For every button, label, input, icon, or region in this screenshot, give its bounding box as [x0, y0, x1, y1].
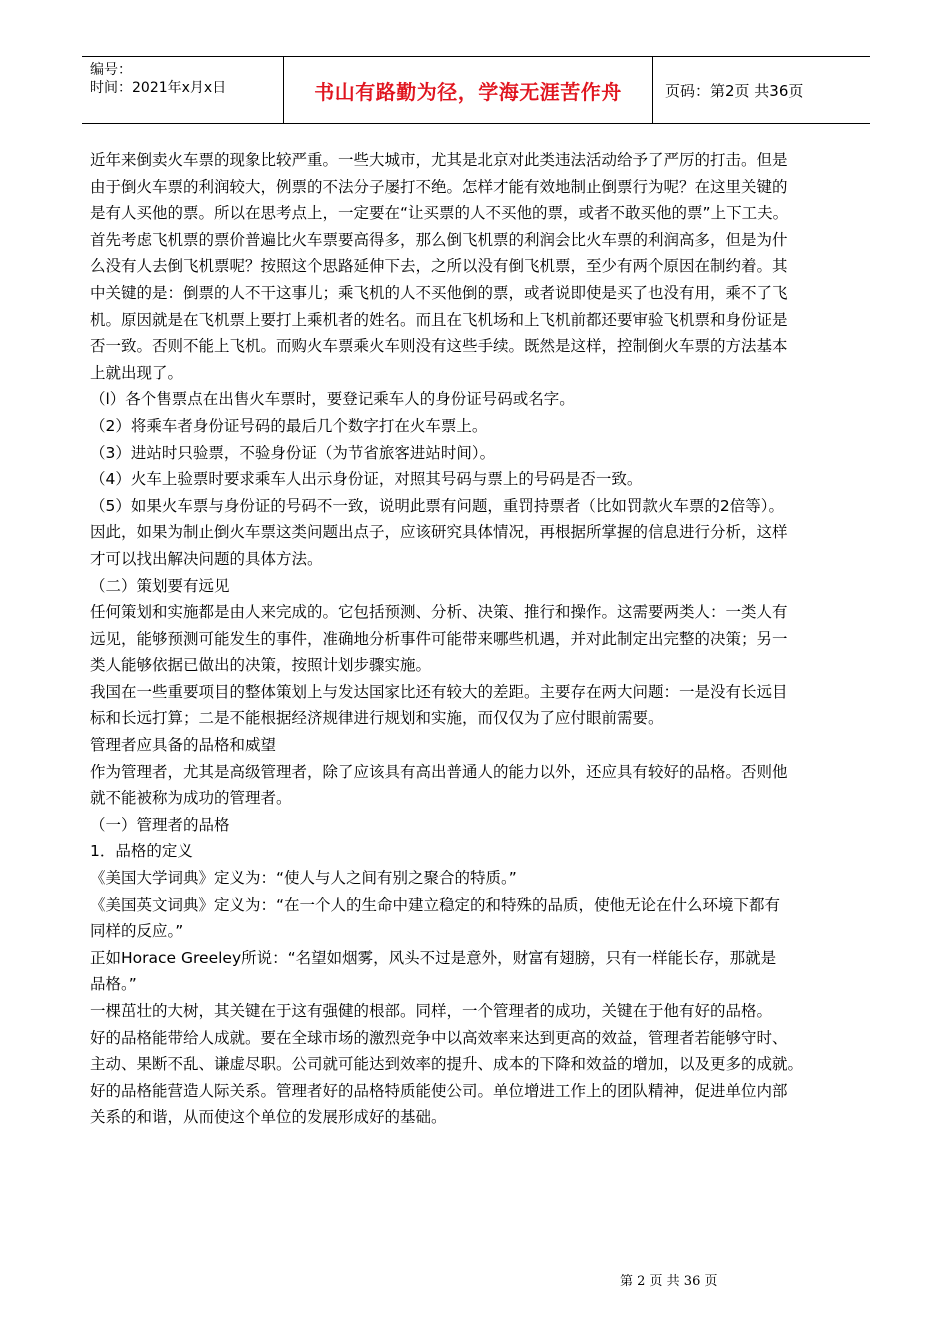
- text-line: 标和长远打算；二是不能根据经济规律进行规划和实施，而仅仅为了应付眼前需要。: [90, 709, 664, 728]
- text-line: （4）火车上验票时要求乘车人出示身份证，对照其号码与票上的号码是否一致。: [90, 470, 643, 489]
- header-motto: 书山有路勤为径，学海无涯苦作舟: [314, 79, 622, 104]
- page-number: 页码：第2页 共36页: [665, 81, 804, 100]
- text-line: 好的品格能营造人际关系。管理者好的品格特质能使公司。单位增进工作上的团队精神，促进单位内部: [90, 1081, 788, 1100]
- text-line: 由于倒火车票的利润较大，例票的不法分子屡打不绝。怎样才能有效地制止倒票行为呢？在这里关键的: [90, 177, 788, 196]
- text-line: 同样的反应。”: [90, 922, 184, 941]
- text-line: （一）管理者的品格: [90, 815, 230, 834]
- text-line: 关系的和谐，从而使这个单位的发展形成好的基础。: [90, 1108, 447, 1127]
- document-date: 时间：2021年x月x日: [90, 80, 227, 96]
- text-line: 上就出现了。: [90, 363, 184, 382]
- text-line: （3）进站时只验票，不验身份证（为节省旅客进站时间）。: [90, 443, 496, 462]
- text-line: 《美国英文词典》定义为：“在一个人的生命中建立稳定的和特殊的品质，使他无论在什么环境下都有: [90, 895, 781, 914]
- text-line: 好的品格能带给人成就。要在全球市场的激烈竞争中以高效率来达到更高的效益，管理者若能够守时、: [90, 1028, 788, 1047]
- text-line: 否一致。否则不能上飞机。而购火车票乘火车则没有这些手续。既然是这样，控制倒火车票的方法基本: [90, 337, 788, 356]
- text-line: 1．品格的定义: [90, 842, 193, 861]
- document-number-label: 编号：: [90, 62, 132, 78]
- text-line: 才可以找出解决问题的具体方法。: [90, 549, 323, 568]
- text-line: （l）各个售票点在出售火车票时，要登记乘车人的身份证号码或名字。: [90, 390, 575, 409]
- text-line: （二）策划要有远见: [90, 576, 230, 595]
- text-line: （2）将乘车者身份证号码的最后几个数字打在火车票上。: [90, 416, 488, 435]
- text-line: 就不能被称为成功的管理者。: [90, 789, 292, 808]
- text-line: 近年来倒卖火车票的现象比较严重。一些大城市，尤其是北京对此类违法活动给予了严厉的打击。但是: [90, 151, 788, 169]
- header-page-info: [653, 57, 870, 123]
- text-line: 中关键的是：倒票的人不干这事儿；乘飞机的人不买他倒的票，或者说即使是买了也没有用，乘不了飞: [90, 283, 788, 302]
- text-line: 正如Horace Greeley所说：“名望如烟雾，风头不过是意外，财富有翅膀，只有一样能长存，那就是: [90, 948, 777, 967]
- text-line: 机。原因就是在飞机票上要打上乘机者的姓名。而且在飞机场和上飞机前都还要审验飞机票和身份证是: [90, 310, 788, 329]
- header-meta: [82, 57, 284, 123]
- text-line: 主动、果断不乱、谦虚尽职。公司就可能达到效率的提升、成本的下降和效益的增加，以及更多的成就。: [90, 1055, 804, 1074]
- text-line: 远见，能够预测可能发生的事件，准确地分析事件可能带来哪些机遇，并对此制定出完整的决策；另一: [90, 629, 788, 648]
- text-line: 类人能够依据已做出的决策，按照计划步骤实施。: [90, 656, 432, 675]
- text-line: 作为管理者，尤其是高级管理者，除了应该具有高出普通人的能力以外，还应具有较好的品格。否则他: [90, 762, 788, 781]
- text-line: （5）如果火车票与身份证的号码不一致，说明此票有问题，重罚持票者（比如罚款火车票的2倍等）。: [90, 496, 784, 515]
- text-line: 《美国大学词典》定义为：“使人与人之间有别之聚合的特质。”: [90, 869, 517, 888]
- text-line: 因此，如果为制止倒火车票这类问题出点子，应该研究具体情况，再根据所掌握的信息进行分析，这样: [90, 523, 788, 542]
- header-motto-cell: [284, 57, 653, 123]
- text-line: 首先考虑飞机票的票价普遍比火车票要高得多，那么倒飞机票的利润会比火车票的利润高多，但是为什: [90, 230, 788, 249]
- text-line: 是有人买他的票。所以在思考点上，一定要在“让买票的人不买他的票，或者不敢买他的票”上下工夫。: [90, 204, 789, 223]
- page-header: [82, 56, 870, 124]
- text-line: 我国在一些重要项目的整体策划上与发达国家比还有较大的差距。主要存在两大问题：一是没有长远目: [90, 682, 788, 701]
- text-line: 一棵茁壮的大树，其关键在于这有强健的根部。同样，一个管理者的成功，关键在于他有好的品格。: [90, 1002, 773, 1020]
- text-line: 么没有人去倒飞机票呢？按照这个思路延伸下去，之所以没有倒飞机票，至少有两个原因在制约着。其: [90, 257, 788, 276]
- text-line: 品格。”: [90, 975, 137, 994]
- text-line: 任何策划和实施都是由人来完成的。它包括预测、分析、决策、推行和操作。这需要两类人：一类人有: [90, 603, 788, 622]
- document-body: [90, 147, 860, 1131]
- text-line: 管理者应具备的品格和威望: [90, 736, 277, 755]
- page-footer: 第 2 页 共 36 页: [620, 1274, 718, 1289]
